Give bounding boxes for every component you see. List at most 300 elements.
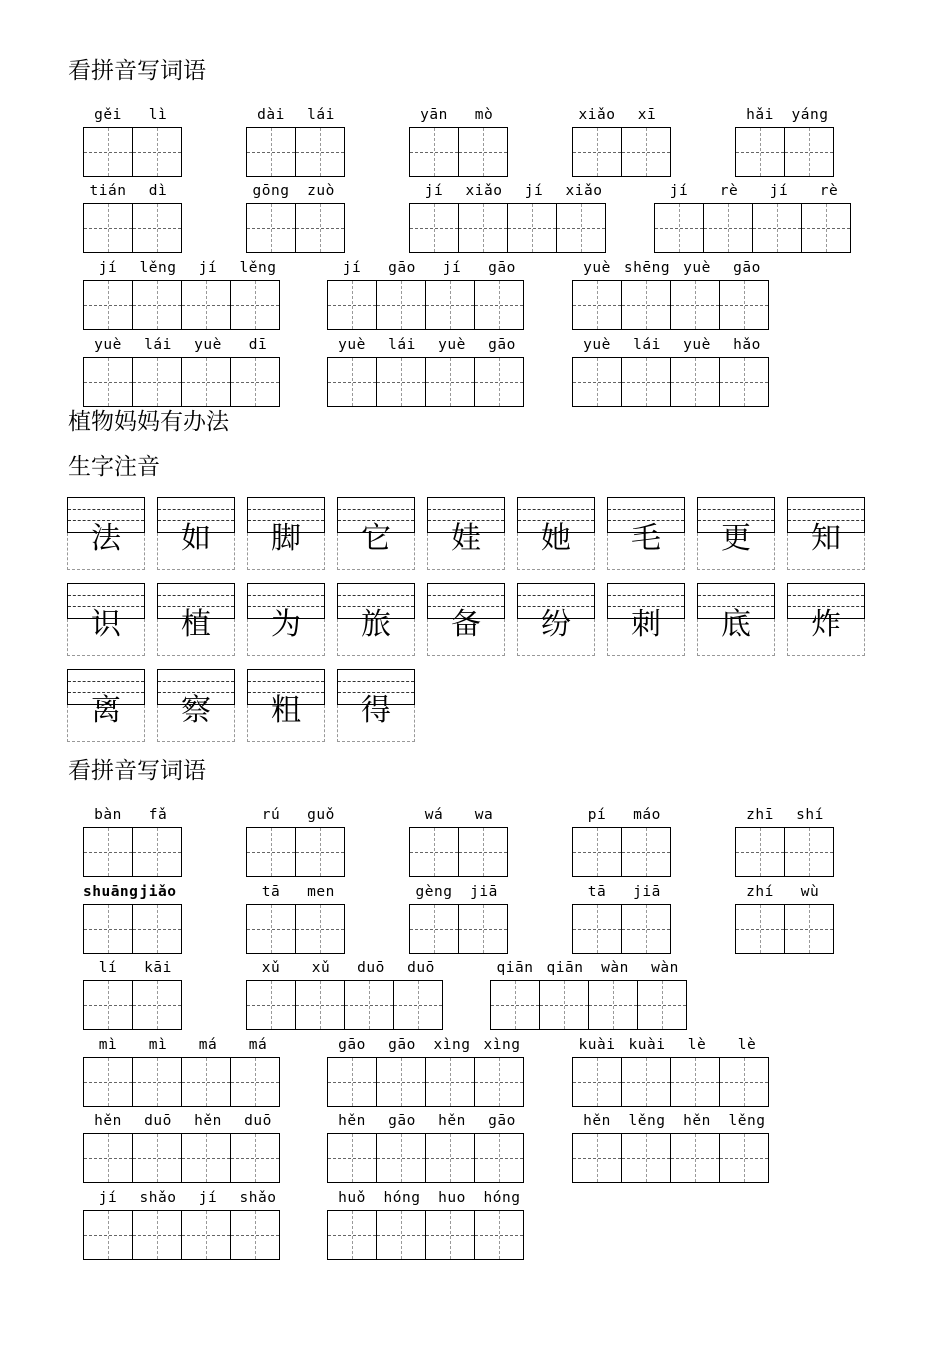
char-box	[247, 669, 325, 742]
char-box	[157, 669, 235, 742]
writing-cell[interactable]	[784, 827, 834, 877]
word-pi-mao	[572, 802, 672, 877]
pinyin: lè	[687, 1037, 707, 1053]
pinyin: jiǎo	[139, 884, 177, 900]
pinyin: pí	[587, 807, 607, 823]
character: 她	[541, 521, 571, 556]
character: 刺	[631, 607, 661, 642]
character: 脚	[271, 521, 301, 556]
char-box	[787, 583, 865, 656]
writing-cell[interactable]	[181, 1210, 231, 1260]
writing-cell[interactable]	[572, 127, 622, 177]
writing-cell[interactable]	[784, 904, 834, 954]
pinyin: qiān	[496, 960, 534, 976]
char-box	[697, 583, 775, 656]
pinyin: dài	[257, 107, 285, 123]
pinyin: gōng	[252, 183, 290, 199]
writing-cell[interactable]	[670, 280, 720, 330]
pinyin: wù	[800, 884, 820, 900]
writing-cell[interactable]	[376, 1133, 426, 1183]
word-tian-di	[83, 178, 183, 253]
pinyin: mì	[98, 1037, 118, 1053]
pinyin: duō	[144, 1113, 172, 1129]
writing-cell[interactable]	[295, 980, 345, 1030]
word-xiao-xi	[572, 102, 672, 177]
writing-cell[interactable]	[83, 280, 133, 330]
pinyin: zhī	[746, 807, 774, 823]
pinyin: hěn	[583, 1113, 611, 1129]
writing-cell[interactable]	[719, 280, 769, 330]
writing-cell[interactable]	[507, 203, 557, 253]
writing-cell[interactable]	[572, 357, 622, 407]
pinyin: lěng	[728, 1113, 766, 1129]
writing-cell[interactable]	[393, 980, 443, 1030]
char-box	[607, 497, 685, 570]
writing-cell[interactable]	[376, 1057, 426, 1107]
pinyin: hěn	[94, 1113, 122, 1129]
writing-cell[interactable]	[556, 203, 606, 253]
writing-cell[interactable]	[327, 1210, 377, 1260]
writing-cell[interactable]	[230, 357, 280, 407]
pinyin: lěng	[239, 260, 277, 276]
writing-cell[interactable]	[409, 904, 459, 954]
writing-cell[interactable]	[735, 127, 785, 177]
writing-cell[interactable]	[703, 203, 753, 253]
writing-cell[interactable]	[784, 127, 834, 177]
character: 知	[811, 521, 841, 556]
character: 粗	[271, 693, 301, 728]
char-box	[157, 583, 235, 656]
writing-cell[interactable]	[83, 904, 133, 954]
pinyin: jí	[669, 183, 689, 199]
pinyin: gāo	[388, 260, 416, 276]
writing-cell[interactable]	[327, 357, 377, 407]
word-hen-gao-hen-gao	[327, 1108, 527, 1183]
character: 识	[91, 607, 121, 642]
writing-cell[interactable]	[181, 280, 231, 330]
pinyin: shí	[796, 807, 824, 823]
writing-cell[interactable]	[181, 1057, 231, 1107]
char-box	[337, 669, 415, 742]
char-box	[517, 497, 595, 570]
pinyin: shǎo	[139, 1190, 177, 1206]
writing-cell[interactable]	[132, 1210, 182, 1260]
writing-cell[interactable]	[409, 203, 459, 253]
writing-cell[interactable]	[83, 127, 133, 177]
word-ji-shao-ji-shao	[83, 1185, 283, 1260]
pinyin: má	[198, 1037, 218, 1053]
pinyin: huo	[438, 1190, 466, 1206]
writing-cell[interactable]	[490, 980, 540, 1030]
writing-cell[interactable]	[295, 203, 345, 253]
word-huo-hong-huo-hong	[327, 1185, 527, 1260]
pinyin: gèng	[415, 884, 453, 900]
writing-cell[interactable]	[670, 1133, 720, 1183]
word-gong-zuo	[246, 178, 346, 253]
pinyin: xiǎo	[578, 107, 616, 123]
writing-cell[interactable]	[246, 827, 296, 877]
pinyin: máo	[633, 807, 661, 823]
writing-cell[interactable]	[719, 357, 769, 407]
writing-cell[interactable]	[621, 357, 671, 407]
writing-cell[interactable]	[132, 904, 182, 954]
writing-cell[interactable]	[181, 357, 231, 407]
pinyin: duō	[357, 960, 385, 976]
writing-cell[interactable]	[409, 827, 459, 877]
writing-cell[interactable]	[719, 1057, 769, 1107]
writing-cell[interactable]	[735, 904, 785, 954]
pinyin: men	[307, 884, 335, 900]
pinyin: yuè	[683, 260, 711, 276]
pinyin: yuè	[683, 337, 711, 353]
pinyin: lái	[388, 337, 416, 353]
character: 法	[91, 521, 121, 556]
character: 毛	[631, 521, 661, 556]
pinyin: xiǎo	[565, 183, 603, 199]
char-box	[697, 497, 775, 570]
word-ta-men	[246, 879, 346, 954]
pinyin: gěi	[94, 107, 122, 123]
writing-cell[interactable]	[474, 280, 524, 330]
pinyin: wàn	[601, 960, 629, 976]
pinyin: gāo	[388, 1037, 416, 1053]
pinyin: jiā	[633, 884, 661, 900]
writing-cell[interactable]	[621, 827, 671, 877]
word-zhi-wu	[735, 879, 835, 954]
writing-cell[interactable]	[327, 1133, 377, 1183]
pinyin: lái	[633, 337, 661, 353]
writing-cell[interactable]	[474, 1210, 524, 1260]
writing-cell[interactable]	[132, 980, 182, 1030]
writing-cell[interactable]	[132, 827, 182, 877]
section-title-annotate: 生字注音	[68, 454, 160, 480]
word-ji-re-ji-re	[654, 178, 854, 253]
word-dai-lai	[246, 102, 346, 177]
pinyin: yuè	[338, 337, 366, 353]
writing-cell[interactable]	[801, 203, 851, 253]
section-title-pinyin-1: 看拼音写词语	[68, 58, 206, 84]
pinyin: tā	[261, 884, 281, 900]
writing-cell[interactable]	[295, 904, 345, 954]
pinyin: hǎo	[733, 337, 761, 353]
char-box	[247, 497, 325, 570]
pinyin: kāi	[144, 960, 172, 976]
writing-cell[interactable]	[295, 127, 345, 177]
pinyin: jí	[442, 260, 462, 276]
writing-cell[interactable]	[572, 1057, 622, 1107]
word-kuai-kuai-le-le	[572, 1032, 772, 1107]
word-mi-mi-ma-ma	[83, 1032, 283, 1107]
word-ji-leng-ji-leng	[83, 255, 283, 330]
pinyin: jí	[424, 183, 444, 199]
word-wa-wa	[409, 802, 509, 877]
pinyin: lí	[98, 960, 118, 976]
writing-cell[interactable]	[752, 203, 802, 253]
pinyin: hěn	[438, 1113, 466, 1129]
word-xu-xu-duo-duo	[246, 955, 446, 1030]
character: 如	[181, 521, 211, 556]
char-box	[67, 583, 145, 656]
pinyin: gāo	[488, 1113, 516, 1129]
pinyin: yuè	[94, 337, 122, 353]
writing-cell[interactable]	[132, 1133, 182, 1183]
writing-cell[interactable]	[588, 980, 638, 1030]
writing-cell[interactable]	[230, 1133, 280, 1183]
pinyin: qiān	[546, 960, 584, 976]
char-box	[337, 583, 415, 656]
word-zhi-shi	[735, 802, 835, 877]
char-box	[67, 497, 145, 570]
pinyin: yuè	[583, 337, 611, 353]
pinyin: hóng	[483, 1190, 521, 1206]
lesson-title: 植物妈妈有办法	[68, 409, 229, 435]
pinyin: rè	[819, 183, 839, 199]
writing-cell[interactable]	[181, 1133, 231, 1183]
writing-cell[interactable]	[83, 980, 133, 1030]
writing-cell[interactable]	[246, 980, 296, 1030]
word-hai-yang	[735, 102, 835, 177]
pinyin: yuè	[194, 337, 222, 353]
pinyin: zhí	[746, 884, 774, 900]
writing-cell[interactable]	[735, 827, 785, 877]
pinyin: xìng	[433, 1037, 471, 1053]
character: 它	[361, 521, 391, 556]
writing-cell[interactable]	[474, 1057, 524, 1107]
word-li-kai	[83, 955, 183, 1030]
pinyin: jí	[98, 260, 118, 276]
writing-cell[interactable]	[376, 357, 426, 407]
pinyin: jí	[342, 260, 362, 276]
writing-cell[interactable]	[132, 357, 182, 407]
writing-cell[interactable]	[719, 1133, 769, 1183]
pinyin: wa	[474, 807, 494, 823]
writing-cell[interactable]	[572, 1133, 622, 1183]
pinyin: tián	[89, 183, 127, 199]
writing-cell[interactable]	[132, 203, 182, 253]
writing-cell[interactable]	[132, 1057, 182, 1107]
character: 更	[721, 521, 751, 556]
pinyin: xǔ	[261, 960, 281, 976]
word-ta-jia	[572, 879, 672, 954]
pinyin: lái	[307, 107, 335, 123]
writing-cell[interactable]	[230, 280, 280, 330]
pinyin: jí	[524, 183, 544, 199]
pinyin: lěng	[628, 1113, 666, 1129]
writing-cell[interactable]	[458, 827, 508, 877]
writing-cell[interactable]	[572, 904, 622, 954]
writing-cell[interactable]	[458, 127, 508, 177]
writing-cell[interactable]	[409, 127, 459, 177]
pinyin: jí	[98, 1190, 118, 1206]
char-box	[427, 583, 505, 656]
pinyin: tā	[587, 884, 607, 900]
writing-cell[interactable]	[572, 827, 622, 877]
writing-cell[interactable]	[376, 280, 426, 330]
word-geng-jia	[409, 879, 509, 954]
writing-cell[interactable]	[132, 280, 182, 330]
word-shuang-jiao	[83, 879, 183, 954]
writing-cell[interactable]	[83, 1057, 133, 1107]
pinyin: shuāng	[83, 884, 139, 900]
writing-cell[interactable]	[83, 357, 133, 407]
writing-cell[interactable]	[246, 904, 296, 954]
pinyin: duō	[407, 960, 435, 976]
word-gei-li	[83, 102, 183, 177]
word-yan-mo	[409, 102, 509, 177]
writing-cell[interactable]	[83, 203, 133, 253]
word-yue-sheng-yue-gao	[572, 255, 772, 330]
pinyin: gāo	[488, 337, 516, 353]
writing-cell[interactable]	[230, 1057, 280, 1107]
pinyin: hóng	[383, 1190, 421, 1206]
char-box	[427, 497, 505, 570]
writing-cell[interactable]	[83, 1133, 133, 1183]
word-ru-guo	[246, 802, 346, 877]
pinyin: dì	[148, 183, 168, 199]
pinyin: rú	[261, 807, 281, 823]
writing-cell[interactable]	[344, 980, 394, 1030]
pinyin: jiā	[470, 884, 498, 900]
writing-cell[interactable]	[539, 980, 589, 1030]
character: 旅	[361, 607, 391, 642]
pinyin: mì	[148, 1037, 168, 1053]
char-box	[607, 583, 685, 656]
char-box	[67, 669, 145, 742]
char-box	[157, 497, 235, 570]
writing-cell[interactable]	[572, 280, 622, 330]
pinyin: gāo	[388, 1113, 416, 1129]
pinyin: gāo	[488, 260, 516, 276]
pinyin: hěn	[683, 1113, 711, 1129]
character: 为	[271, 607, 301, 642]
character: 植	[181, 607, 211, 642]
word-ban-fa	[83, 802, 183, 877]
character: 备	[451, 607, 481, 642]
writing-cell[interactable]	[425, 1057, 475, 1107]
pinyin: lái	[144, 337, 172, 353]
pinyin: yuè	[438, 337, 466, 353]
writing-cell[interactable]	[376, 1210, 426, 1260]
pinyin: jí	[769, 183, 789, 199]
pinyin: huǒ	[338, 1190, 366, 1206]
char-box	[337, 497, 415, 570]
writing-cell[interactable]	[458, 904, 508, 954]
word-yue-lai-yue-di	[83, 332, 283, 407]
writing-cell[interactable]	[327, 280, 377, 330]
pinyin: fǎ	[148, 807, 168, 823]
writing-cell[interactable]	[327, 1057, 377, 1107]
writing-cell[interactable]	[654, 203, 704, 253]
word-gao-gao-xing-xing	[327, 1032, 527, 1107]
word-yue-lai-yue-hao	[572, 332, 772, 407]
character: 察	[181, 693, 211, 728]
char-box	[247, 583, 325, 656]
pinyin: lěng	[139, 260, 177, 276]
pinyin: yuè	[583, 260, 611, 276]
writing-cell[interactable]	[474, 1133, 524, 1183]
pinyin: xī	[637, 107, 657, 123]
pinyin: wá	[424, 807, 444, 823]
writing-cell[interactable]	[637, 980, 687, 1030]
pinyin: duō	[244, 1113, 272, 1129]
pinyin: zuò	[307, 183, 335, 199]
word-ji-gao-ji-gao	[327, 255, 527, 330]
writing-cell[interactable]	[621, 904, 671, 954]
pinyin: xiǎo	[465, 183, 503, 199]
writing-cell[interactable]	[83, 1210, 133, 1260]
pinyin: hěn	[194, 1113, 222, 1129]
character: 纷	[541, 607, 571, 642]
word-hen-duo-hen-duo	[83, 1108, 283, 1183]
pinyin: bàn	[94, 807, 122, 823]
writing-cell[interactable]	[425, 1210, 475, 1260]
pinyin: wàn	[651, 960, 679, 976]
section-title-pinyin-2: 看拼音写词语	[68, 758, 206, 784]
pinyin: lè	[737, 1037, 757, 1053]
pinyin: kuài	[628, 1037, 666, 1053]
writing-cell[interactable]	[458, 203, 508, 253]
word-qian-qian-wan-wan	[490, 955, 690, 1030]
pinyin: jí	[198, 260, 218, 276]
pinyin: rè	[719, 183, 739, 199]
word-hen-leng-hen-leng	[572, 1108, 772, 1183]
writing-cell[interactable]	[132, 127, 182, 177]
pinyin: gāo	[733, 260, 761, 276]
writing-cell[interactable]	[621, 127, 671, 177]
char-box	[517, 583, 595, 656]
pinyin: jí	[198, 1190, 218, 1206]
writing-cell[interactable]	[425, 1133, 475, 1183]
pinyin: shǎo	[239, 1190, 277, 1206]
writing-cell[interactable]	[230, 1210, 280, 1260]
pinyin: lì	[148, 107, 168, 123]
word-ji-xiao-ji-xiao	[409, 178, 609, 253]
pinyin: guǒ	[307, 807, 335, 823]
character: 炸	[811, 607, 841, 642]
writing-cell[interactable]	[670, 357, 720, 407]
pinyin: gāo	[338, 1037, 366, 1053]
writing-cell[interactable]	[670, 1057, 720, 1107]
writing-cell[interactable]	[425, 280, 475, 330]
writing-cell[interactable]	[83, 827, 133, 877]
writing-cell[interactable]	[621, 280, 671, 330]
char-box	[787, 497, 865, 570]
pinyin: hǎi	[746, 107, 774, 123]
pinyin: hěn	[338, 1113, 366, 1129]
writing-cell[interactable]	[621, 1133, 671, 1183]
pinyin: xìng	[483, 1037, 521, 1053]
character: 娃	[451, 521, 481, 556]
pinyin: má	[248, 1037, 268, 1053]
pinyin: yān	[420, 107, 448, 123]
character: 底	[721, 607, 751, 642]
writing-cell[interactable]	[246, 127, 296, 177]
writing-cell[interactable]	[621, 1057, 671, 1107]
pinyin: kuài	[578, 1037, 616, 1053]
writing-cell[interactable]	[474, 357, 524, 407]
pinyin: yáng	[791, 107, 829, 123]
writing-cell[interactable]	[295, 827, 345, 877]
character: 离	[91, 693, 121, 728]
word-yue-lai-yue-gao	[327, 332, 527, 407]
pinyin: dī	[248, 337, 268, 353]
pinyin: mò	[474, 107, 494, 123]
pinyin: xǔ	[311, 960, 331, 976]
writing-cell[interactable]	[425, 357, 475, 407]
character: 得	[361, 693, 391, 728]
pinyin: shēng	[623, 260, 671, 276]
writing-cell[interactable]	[246, 203, 296, 253]
